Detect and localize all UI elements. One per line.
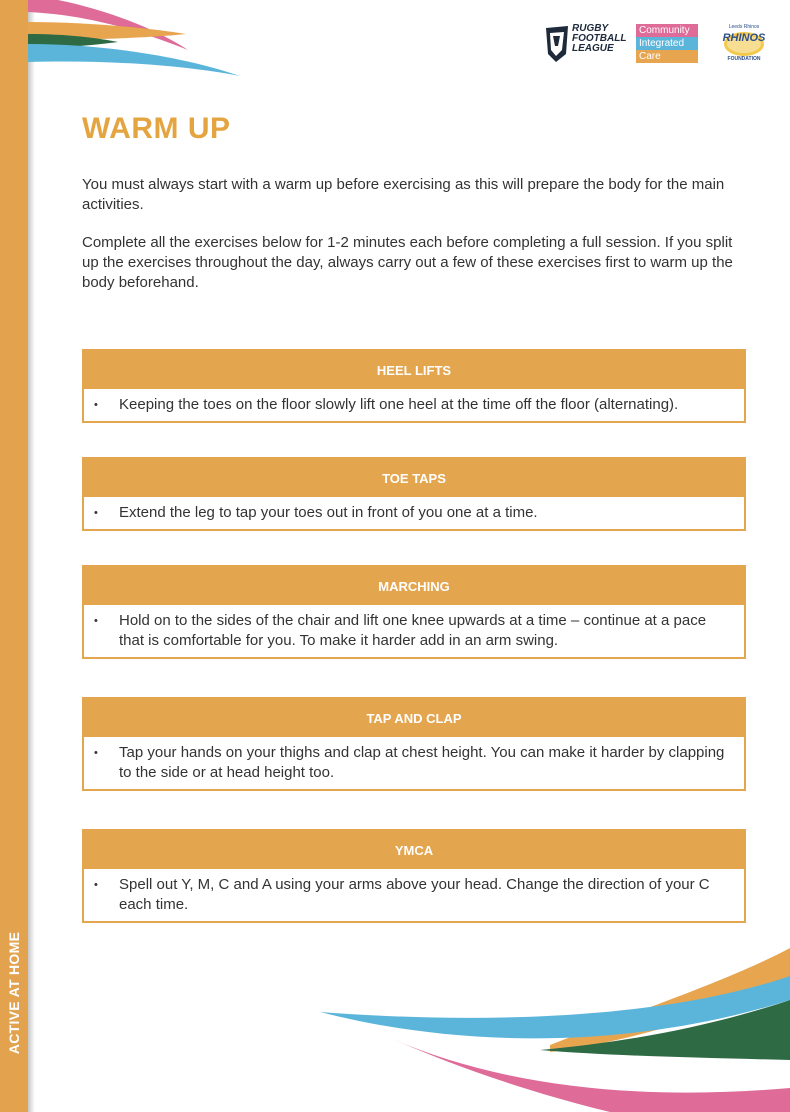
bullet-icon: • [94,399,98,411]
side-band-shadow [28,0,35,1112]
bullet-icon: • [94,747,98,759]
exercise-card-toe-taps [82,457,746,531]
cic-line-2: Integrated [636,37,698,50]
exercise-card-heel-lifts [82,349,746,423]
bottom-swoosh-decoration [310,940,790,1112]
exercise-body [84,497,744,529]
bullet-icon: • [94,879,98,891]
cic-line-1: Community [636,24,698,37]
community-integrated-care-logo [636,24,698,63]
rhinos-foundation-text: FOUNDATION [727,56,761,62]
rhinos-name: RHINOS [722,32,766,44]
top-swoosh-decoration [28,0,258,80]
bullet-icon: • [94,615,98,627]
exercise-card-ymca [82,829,746,923]
rfl-text-1: RUGBY [572,23,609,34]
exercise-title: TAP AND CLAP [84,699,744,737]
exercise-text: Extend the leg to tap your toes out in front of you one at a time. [119,504,538,521]
exercise-body [84,389,744,421]
exercise-body [84,737,744,789]
exercise-title: HEEL LIFTS [84,351,744,389]
exercise-body [84,869,744,921]
exercise-title: MARCHING [84,567,744,605]
rfl-logo [544,23,627,66]
exercise-card-marching [82,565,746,659]
rfl-text-3: LEAGUE [572,43,614,54]
exercise-title: YMCA [84,831,744,869]
exercise-text: Spell out Y, M, C and A using your arms above your head. Change the direction of your C each time. [119,876,710,913]
rfl-text-2: FOOTBALL [572,33,627,44]
bullet-icon: • [94,507,98,519]
rhinos-top-text: Leeds Rhinos [728,24,760,30]
exercise-body [84,605,744,657]
rhinos-foundation-logo [718,24,770,66]
exercise-card-tap-and-clap [82,697,746,791]
intro-paragraph-2: Complete all the exercises below for 1-2 minutes each before completing a full session. If you split up the exercises throughout the day, always carry out a few of these exercises first to warm up the body beforehand. [82,234,733,291]
exercise-text: Hold on to the sides of the chair and lift one knee upwards at a time – continue at a pace that is comfortable for you. To make it harder add in an arm swing. [119,612,707,649]
exercise-text: Keeping the toes on the floor slowly lift one heel at the time off the floor (alternating). [119,396,679,413]
rfl-shield-icon [544,24,570,64]
page-title: WARM UP [82,112,231,145]
side-label: ACTIVE AT HOME [6,931,22,1055]
exercise-title: TOE TAPS [84,459,744,497]
cic-line-3: Care [636,50,698,63]
exercise-text: Tap your hands on your thighs and clap at chest height. You can make it harder by clapping to the side or at head height too. [119,744,725,781]
intro-paragraph-1: You must always start with a warm up before exercising as this will prepare the body for the main activities. [82,176,725,213]
